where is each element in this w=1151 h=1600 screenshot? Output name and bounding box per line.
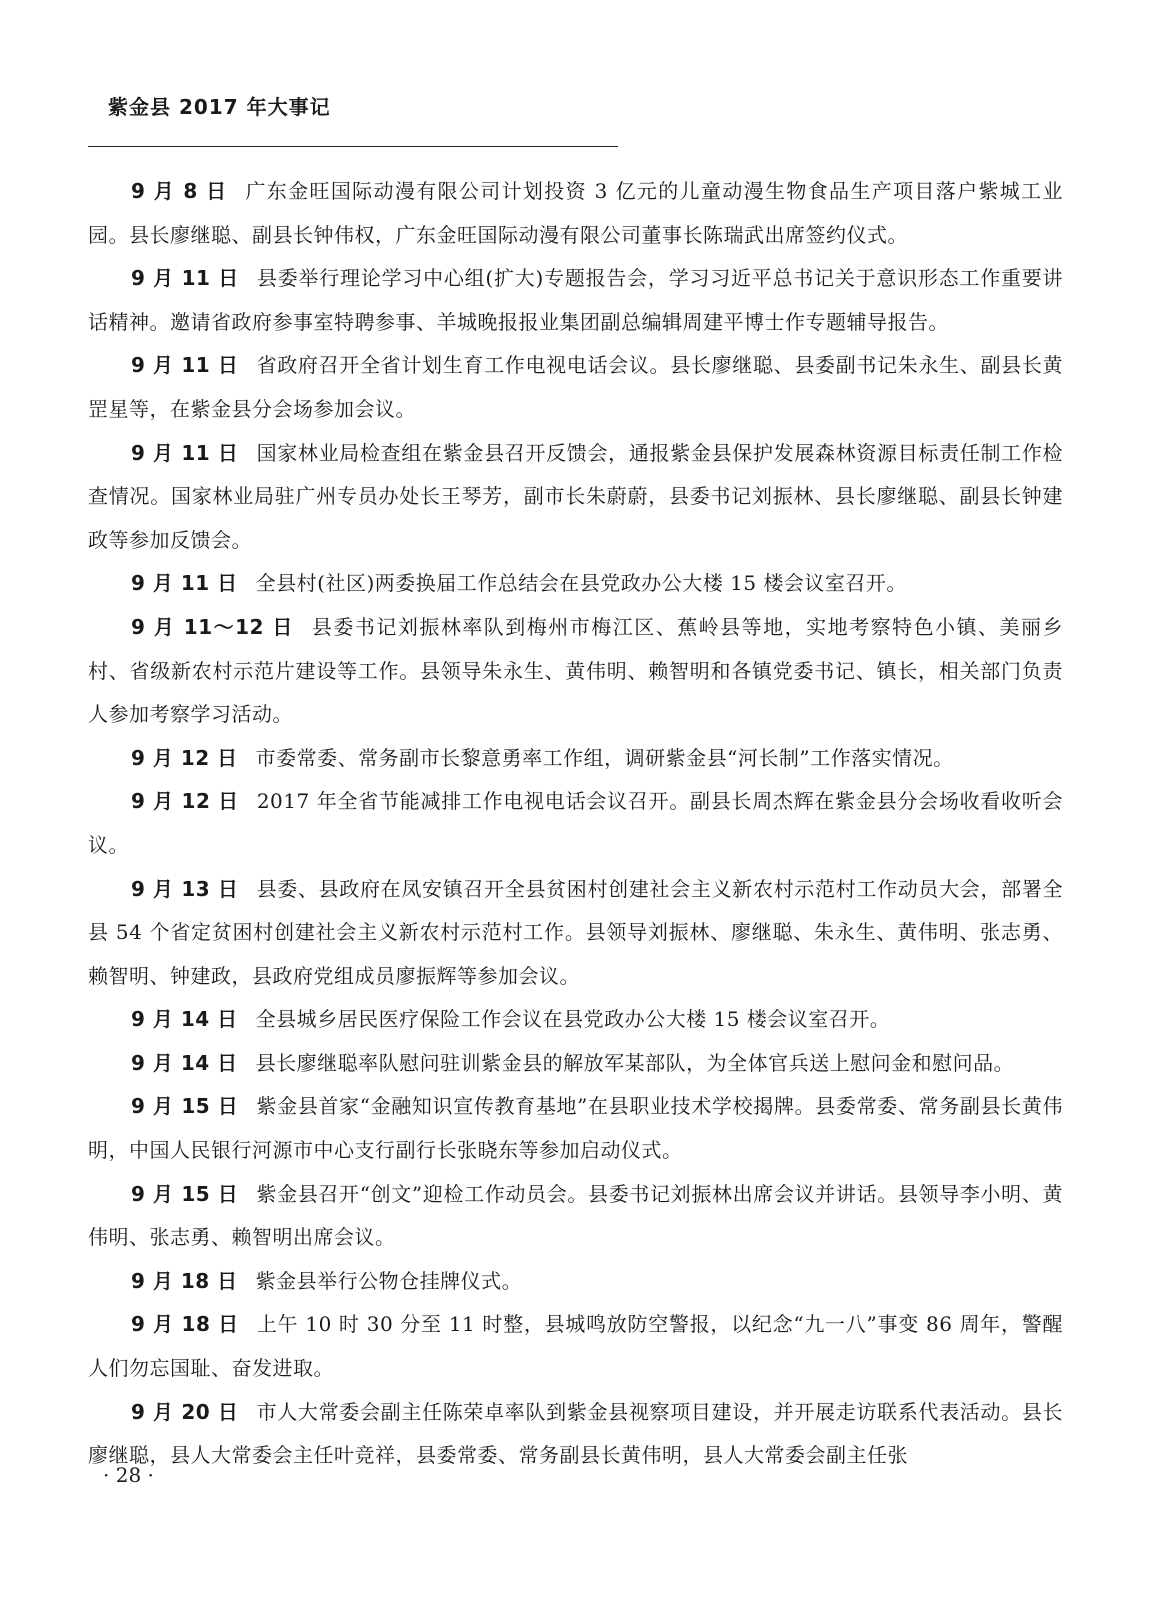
chronicle-entry (88, 1260, 1063, 1304)
entry-date: 9 月 11 日 (131, 353, 239, 378)
chronicle-entry (88, 1173, 1063, 1260)
entry-date: 9 月 14 日 (131, 1007, 238, 1032)
chronicle-entry (88, 998, 1063, 1042)
entry-date: 9 月 18 日 (131, 1312, 239, 1337)
entry-date: 9 月 18 日 (131, 1268, 238, 1293)
chronicle-entry (88, 170, 1063, 257)
entry-date: 9 月 11 日 (131, 440, 239, 465)
chronicle-entry (88, 257, 1063, 344)
entry-text: 广东金旺国际动漫有限公司计划投资 3 亿元的儿童动漫生物食品生产项目落户紫城工业园。县长廖继聪、副县长钟伟权，广东金旺国际动漫有限公司董事长陈瑞武出席签约仪式。 (88, 179, 1063, 247)
entry-date: 9 月 15 日 (131, 1094, 239, 1119)
chronicle-entry (88, 780, 1063, 867)
entry-text: 紫金县召开“创文”迎检工作动员会。县委书记刘振林出席会议并讲话。县领导李小明、黄伟明、张志勇、赖智明出席会议。 (88, 1181, 1063, 1250)
entry-text: 县委书记刘振林率队到梅州市梅江区、蕉岭县等地，实地考察特色小镇、美丽乡村、省级新农村示范片建设等工作。县领导朱永生、黄伟明、赖智明和各镇党委书记、镇长，相关部门负责人参加考察学习活动。 (88, 614, 1064, 727)
entry-text: 2017 年全省节能减排工作电视电话会议召开。副县长周杰辉在紫金县分会场收看收听会议。 (88, 789, 1063, 857)
entry-text: 县委举行理论学习中心组(扩大)专题报告会，学习习近平总书记关于意识形态工作重要讲话精神。邀请省政府参事室特聘参事、羊城晚报报业集团副总编辑周建平博士作专题辅导报告。 (88, 266, 1064, 334)
chronicle-entry (88, 868, 1063, 999)
entry-text: 市委常委、常务副市长黎意勇率工作组，调研紫金县“河长制”工作落实情况。 (255, 745, 954, 770)
entry-date: 9 月 11 日 (131, 266, 239, 291)
entry-date: 9 月 11～12 日 (131, 614, 294, 639)
chronicle-entry (88, 1303, 1063, 1390)
chronicle-entry (88, 432, 1063, 563)
entry-text: 省政府召开全省计划生育工作电视电话会议。县长廖继聪、县委副书记朱永生、副县长黄罡星等，在紫金县分会场参加会议。 (88, 353, 1064, 421)
entry-text: 上午 10 时 30 分至 11 时整，县城鸣放防空警报，以纪念“九一八”事变 86 周年，警醒人们勿忘国耻、奋发进取。 (88, 1312, 1064, 1381)
chronicle-entry (88, 737, 1063, 781)
entry-text: 紫金县首家“金融知识宣传教育基地”在县职业技术学校揭牌。县委常委、常务副县长黄伟明，中国人民银行河源市中心支行副行长张晓东等参加启动仪式。 (88, 1094, 1063, 1163)
entry-date: 9 月 11 日 (131, 571, 238, 596)
entry-date: 9 月 20 日 (131, 1399, 239, 1424)
entry-date: 9 月 8 日 (131, 179, 228, 203)
entry-date: 9 月 12 日 (131, 745, 238, 770)
header-rule (88, 146, 618, 147)
running-header-title: 紫金县 2017 年大事记 (108, 95, 331, 119)
chronicle-entry (88, 606, 1063, 737)
entry-text: 县委、县政府在凤安镇召开全县贫困村创建社会主义新农村示范村工作动员大会，部署全县 54 个省定贫困村创建社会主义新农村示范村工作。县领导刘振林、廖继聪、朱永生、黄伟明、张志勇、赖智明、钟建政，县政府党组成员廖振辉等参加会议。 (88, 876, 1064, 988)
chronicle-body (88, 170, 1063, 1478)
chronicle-entry (88, 344, 1063, 431)
chronicle-entry (88, 1042, 1063, 1086)
entry-text: 县长廖继聪率队慰问驻训紫金县的解放军某部队，为全体官兵送上慰问金和慰问品。 (255, 1050, 1015, 1075)
chronicle-entry (88, 562, 1063, 606)
entry-text: 全县城乡居民医疗保险工作会议在县党政办公大楼 15 楼会议室召开。 (255, 1007, 891, 1032)
entry-text: 紫金县举行公物仓挂牌仪式。 (255, 1268, 523, 1293)
chronicle-entry (88, 1085, 1063, 1172)
entry-text: 国家林业局检查组在紫金县召开反馈会，通报紫金县保护发展森林资源目标责任制工作检查情况。国家林业局驻广州专员办处长王琴芳，副市长朱蔚蔚，县委书记刘振林、县长廖继聪、副县长钟建政等参加反馈会。 (88, 440, 1064, 552)
page-number: · 28 · (103, 1463, 154, 1487)
entry-date: 9 月 12 日 (131, 789, 239, 814)
entry-date: 9 月 14 日 (131, 1050, 238, 1075)
entry-date: 9 月 15 日 (131, 1181, 239, 1206)
chronicle-entry (88, 1391, 1063, 1478)
entry-text: 市人大常委会副主任陈荣卓率队到紫金县视察项目建设，并开展走访联系代表活动。县长廖继聪，县人大常委会主任叶竞祥，县委常委、常务副县长黄伟明，县人大常委会副主任张 (88, 1399, 1064, 1468)
entry-date: 9 月 13 日 (131, 876, 239, 901)
entry-text: 全县村(社区)两委换届工作总结会在县党政办公大楼 15 楼会议室召开。 (255, 571, 907, 596)
